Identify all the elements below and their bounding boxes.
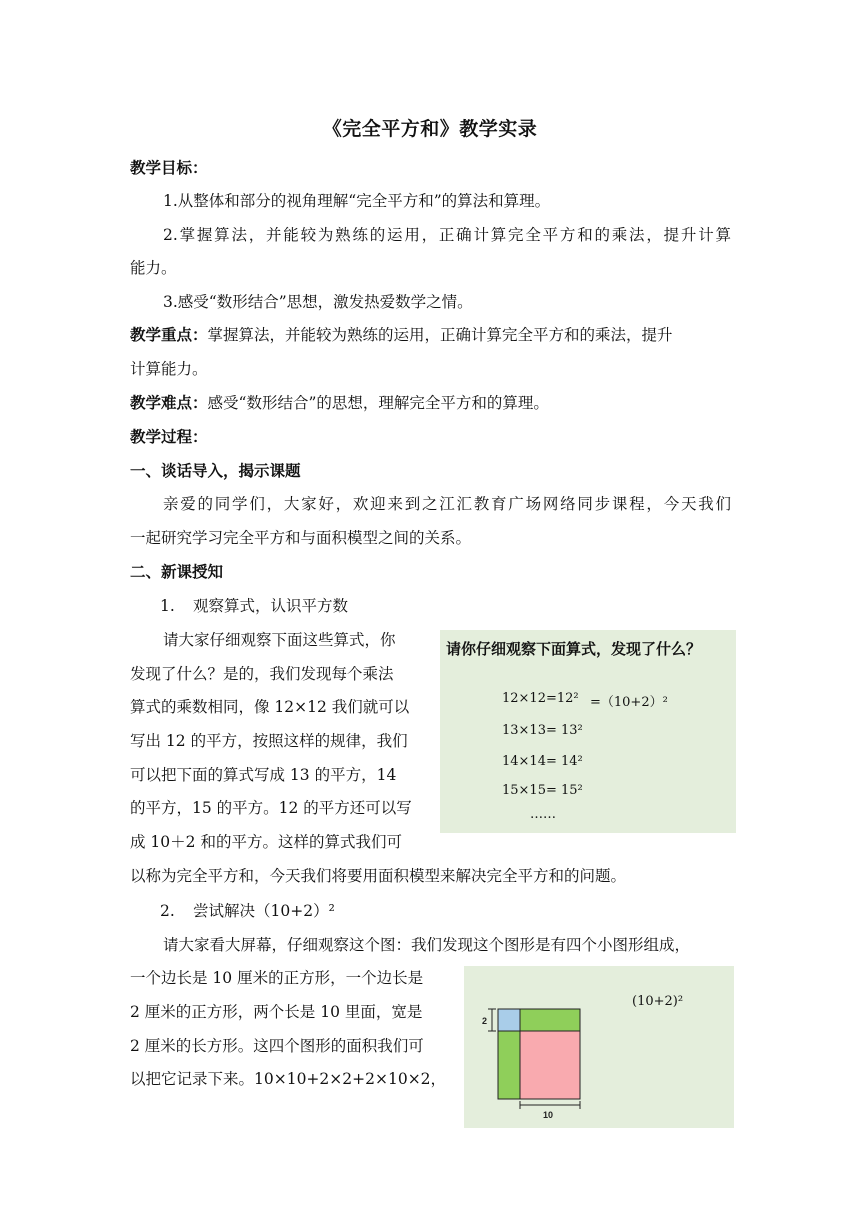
step1-title: 观察算式，认识平方数 bbox=[193, 597, 349, 615]
area-model-label: (10+2)² bbox=[632, 994, 684, 1009]
dimension-label-10: 10 bbox=[543, 1110, 554, 1120]
objective-3: 3.感受“数形结合”思想，激发热爱数学之情。 bbox=[163, 293, 473, 311]
page-title: 《完全平方和》教学实录 bbox=[322, 118, 538, 140]
step2-title: 尝试解决（10+2）² bbox=[193, 902, 335, 920]
dimension-label-2: 2 bbox=[482, 1016, 488, 1026]
section1-heading: 一、谈话导入，揭示课题 bbox=[130, 461, 301, 480]
para2-line: 以把它记录下来。10×10+2×2+2×10×2， bbox=[130, 1070, 447, 1088]
keypoint-line1 bbox=[130, 324, 673, 346]
para1-line: 发现了什么？是的，我们发现每个乘法 bbox=[130, 665, 394, 683]
keypoint-text: 掌握算法，并能较为熟练的运用，正确计算完全平方和的乘法，提升 bbox=[207, 326, 673, 344]
top-rectangle bbox=[520, 1009, 580, 1031]
figure1-title: 请你仔细观察下面算式，发现了什么？ bbox=[446, 640, 702, 658]
para2-line: 2 厘米的正方形，两个长是 10 里面，宽是 bbox=[130, 1003, 423, 1021]
section1-line1: 亲爱的同学们，大家好，欢迎来到之江汇教育广场网络同步课程，今天我们 bbox=[163, 495, 731, 513]
section1-line2: 一起研究学习完全平方和与面积模型之间的关系。 bbox=[130, 529, 472, 547]
difficulty-line bbox=[130, 392, 549, 414]
area-model-figure bbox=[464, 966, 734, 1128]
keypoint-line2: 计算能力。 bbox=[130, 360, 208, 378]
step1-number: 1. bbox=[160, 597, 175, 615]
process-heading: 教学过程： bbox=[130, 427, 208, 446]
equation-row: 15×15= 15² bbox=[502, 783, 583, 798]
para2-line: 一个边长是 10 厘米的正方形，一个边长是 bbox=[130, 969, 424, 987]
para1-line: 的平方，15 的平方。12 的平方还可以写 bbox=[130, 799, 412, 817]
area-model-diagram bbox=[464, 966, 734, 1128]
objective-2-line2: 能力。 bbox=[130, 259, 177, 277]
equations-figure bbox=[440, 630, 736, 833]
para1-line: 写出 12 的平方，按照这样的规律，我们 bbox=[130, 732, 408, 750]
big-square bbox=[520, 1031, 580, 1099]
left-rectangle bbox=[498, 1031, 520, 1099]
para1-line: 请大家仔细观察下面这些算式，你 bbox=[163, 631, 396, 649]
para1-line: 成 10＋2 和的平方。这样的算式我们可 bbox=[130, 833, 402, 851]
equation-row: 13×13= 13² bbox=[502, 723, 583, 738]
equation-row-extra: =（10+2）² bbox=[590, 695, 668, 710]
equation-row: 14×14= 14² bbox=[502, 754, 583, 769]
difficulty-text: 感受“数形结合”的思想，理解完全平方和的算理。 bbox=[207, 394, 549, 412]
para1-line: 以称为完全平方和，今天我们将要用面积模型来解决完全平方和的问题。 bbox=[130, 867, 627, 885]
section2-heading: 二、新课授知 bbox=[130, 562, 224, 581]
small-square bbox=[498, 1009, 520, 1031]
objective-1: 1.从整体和部分的视角理解“完全平方和”的算法和算理。 bbox=[163, 192, 551, 210]
keypoint-label: 教学重点： bbox=[130, 325, 208, 344]
para1-line: 可以把下面的算式写成 13 的平方，14 bbox=[130, 766, 397, 784]
ellipsis: …… bbox=[530, 807, 556, 822]
equation-row: 12×12=12² bbox=[502, 691, 579, 706]
para2-line1: 请大家看大屏幕，仔细观察这个图：我们发现这个图形是有四个小图形组成， bbox=[163, 936, 691, 954]
para1-line: 算式的乘数相同，像 12×12 我们就可以 bbox=[130, 698, 410, 716]
difficulty-label: 教学难点： bbox=[130, 393, 208, 412]
para2-line: 2 厘米的长方形。这四个图形的面积我们可 bbox=[130, 1037, 424, 1055]
step2-number: 2. bbox=[160, 902, 175, 920]
objective-2-line1: 2.掌握算法，并能较为熟练的运用，正确计算完全平方和的乘法，提升计算 bbox=[163, 226, 731, 244]
objectives-heading: 教学目标： bbox=[130, 158, 208, 177]
